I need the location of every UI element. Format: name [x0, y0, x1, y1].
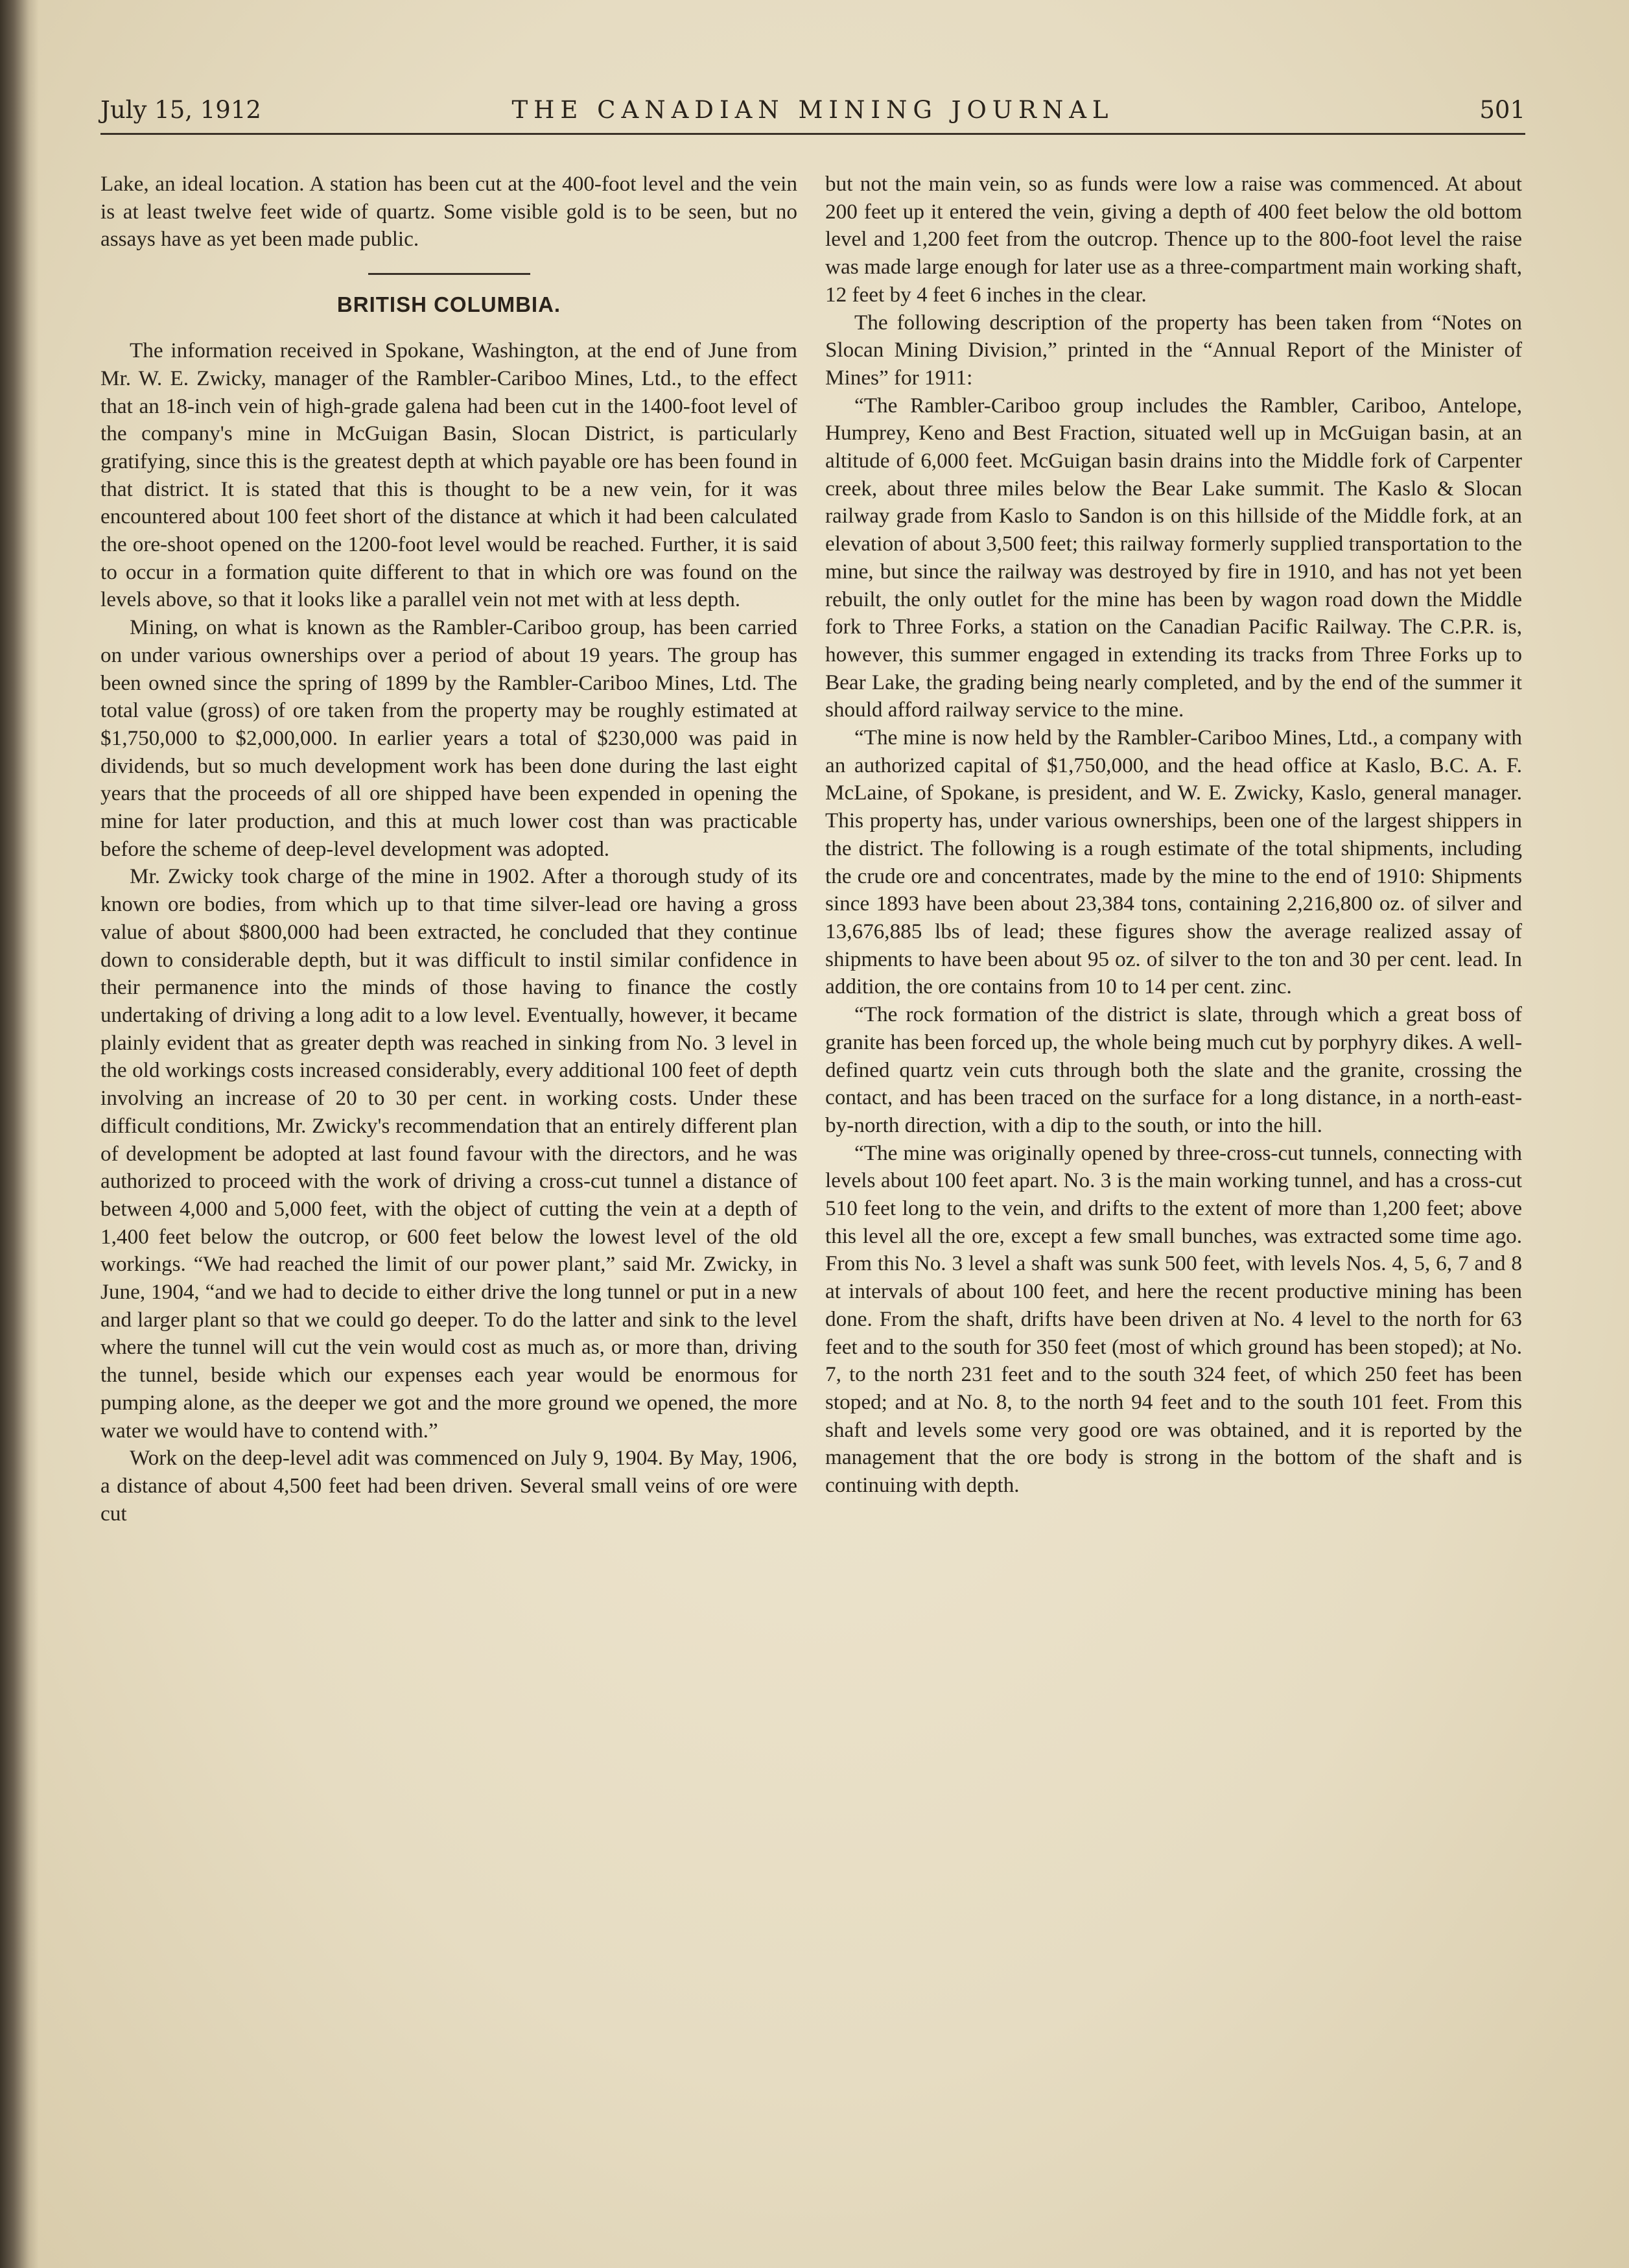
page-number: 501 — [1479, 96, 1525, 124]
article-paragraph: Mining, on what is known as the Rambler-Cariboo group, has been carried on under various ownerships over a period of about 19 years. The group has been owned since the spring of 1899 by the Rambler-Cariboo Mines, Ltd. The total value (gross) of ore taken from the property may be roughly estimated at $1,750,000 to $2,000,000. In earlier years a total of $230,000 was paid in dividends, but so much development work has been done during the last eight years that the proceeds of all ore shipped have been expended in opening the mine for later production, and this at much lower cost than was practicable before the scheme of deep-level development was adopted. — [100, 615, 797, 861]
article-paragraph: The following description of the property has been taken from “Notes on Slocan Mining Division,” printed in the “Annual Report of the Minister of Mines” for 1911: — [825, 310, 1522, 390]
right-column — [825, 171, 1522, 1500]
section-divider — [368, 273, 530, 275]
page-gutter-shadow — [0, 0, 39, 2268]
header-rule — [100, 133, 1525, 135]
issue-date: July 15, 1912 — [100, 96, 261, 124]
running-header — [100, 94, 1525, 133]
article-paragraph: Work on the deep-level adit was commenced on July 9, 1904. By May, 1906, a distance of about 4,500 feet had been driven. Several small veins of ore were cut — [100, 1446, 797, 1526]
article-paragraph: The information received in Spokane, Washington, at the end of June from Mr. W. E. Zwicky, manager of the Rambler-Cariboo Mines, Ltd., to the effect that an 18-inch vein of high-grade galena had been cut in the 1400-foot level of the company's mine in McGuigan Basin, Slocan District, is particularly gratifying, since this is the greatest depth at which payable ore has been found in that district. It is stated that this is thought to be a new vein, for it was encountered about 100 feet short of the distance at which it had been calculated the ore-shoot opened on the 1200-foot level would be reached. Further, it is said to occur in a formation quite different to that in which ore was found on the levels above, so that it looks like a parallel vein not met with at less depth. — [100, 338, 797, 612]
left-column — [100, 171, 797, 1528]
article-paragraph: “The mine is now held by the Rambler-Cariboo Mines, Ltd., a company with an authorized capital of $1,750,000, and the head office at Kaslo, B.C. A. F. McLaine, of Spokane, is president, and W. E. Zwicky, Kaslo, general manager. This property has, under various ownerships, been one of the largest shippers in the district. The following is a rough estimate of the total shipments, including the crude ore and concentrates, made by the mine to the end of 1910: Shipments since 1893 have been about 23,384 tons, containing 2,216,800 oz. of silver and 13,676,885 lbs of lead; these figures show the average realized assay of shipments to have been about 95 oz. of silver to the ton and 30 per cent. lead. In addition, the ore contains from 10 to 14 per cent. zinc. — [825, 726, 1522, 999]
section-heading: BRITISH COLUMBIA. — [336, 292, 561, 317]
continued-paragraph: Lake, an ideal location. A station has been cut at the 400-foot level and the vein is at least twelve feet wide of quartz. Some visible gold is to be seen, but no assays have as yet been made public. — [100, 172, 797, 252]
article-paragraph: “The mine was originally opened by three-cross-cut tunnels, connecting with levels about 100 feet apart. No. 3 is the main working tunnel, and has a cross-cut 510 feet long to the vein, and drifts to the extent of more than 1,200 feet; above this level all the ore, except a few small bunches, was extracted some time ago. From this No. 3 level a shaft was sunk 500 feet, with levels Nos. 4, 5, 6, 7 and 8 at intervals of about 100 feet, and here the recent productive mining has been done. From the shaft, drifts have been driven at No. 4 level to the north for 63 feet and to the south for 350 feet (most of which ground has been stoped); at No. 7, to the north 231 feet and to the south 324 feet, of which 250 feet has been stoped; and at No. 8, to the north 94 feet and to the south 101 feet. From this shaft and levels some very good ore was obtained, and it is reported by the management that the ore body is strong in the bottom of the shaft and is continuing with depth. — [825, 1140, 1522, 1498]
article-paragraph: Mr. Zwicky took charge of the mine in 1902. After a thorough study of its known ore bodies, from which up to that time silver-lead ore having a gross value of about $800,000 had been extracted, he concluded that they continue down to considerable depth, but it was difficult to instil similar confidence in their permanence into the minds of those having to finance the costly undertaking of driving a long adit to a low level. Eventually, however, it became plainly evident that as greater depth was reached in sinking from No. 3 level in the old workings costs increased considerably, every additional 100 feet of depth involving an increase of 20 to 30 per cent. in working costs. Under these difficult conditions, Mr. Zwicky's recommendation that an entirely different plan of development be adopted at last found favour with the directors, and he was authorized to proceed with the work of driving a cross-cut tunnel a distance of between 4,000 and 5,000 feet, with the object of cutting the vein at a depth of 1,400 feet below the outcrop, or 600 feet below the lowest level of the old workings. “We had reached the limit of our power plant,” said Mr. Zwicky, in June, 1904, “and we had to decide to either drive the long tunnel or put in a new and larger plant so that we could go deeper. To do the latter and sink to the level where the tunnel will cut the vein would cost as much as, or more than, driving the tunnel, beside which our expenses each year would be enormous for pumping alone, as the deeper we got and the more ground we opened, the more water we would have to contend with.” — [100, 864, 797, 1443]
continued-paragraph: but not the main vein, so as funds were low a raise was commenced. At about 200 feet up it entered the vein, giving a depth of 400 feet below the old bottom level and 1,200 feet from the outcrop. Thence up to the 800-foot level the raise was made large enough for later use as a three-compartment main working shaft, 12 feet by 4 feet 6 inches in the clear. — [825, 172, 1522, 307]
article-paragraph: “The rock formation of the district is slate, through which a great boss of granite has been forced up, the whole being much cut by porphyry dikes. A well-defined quartz vein cuts through both the slate and the granite, crossing the contact, and has been traced on the surface for a long distance, in a north-east-by-north direction, with a dip to the south, or into the hill. — [825, 1002, 1522, 1137]
journal-title: THE CANADIAN MINING JOURNAL — [511, 96, 1114, 124]
article-paragraph: “The Rambler-Cariboo group includes the Rambler, Cariboo, Antelope, Humprey, Keno and Best Fraction, situated well up in McGuigan basin, at an altitude of 6,000 feet. McGuigan basin drains into the Middle fork of Carpenter creek, about three miles below the Bear Lake summit. The Kaslo & Slocan railway grade from Kaslo to Sandon is on this hillside of the Middle fork, at an elevation of about 3,500 feet; this railway formerly supplied transportation to the mine, but since the railway was destroyed by fire in 1910, and has not yet been rebuilt, the only outlet for the mine has been by wagon road down the Middle fork to Three Forks, a station on the Canadian Pacific Railway. The C.P.R. is, however, this summer engaged in extending its tracks from Three Forks up to Bear Lake, the grading being nearly completed, and by the end of the summer it should afford railway service to the mine. — [825, 393, 1522, 722]
journal-page — [100, 94, 1525, 2234]
